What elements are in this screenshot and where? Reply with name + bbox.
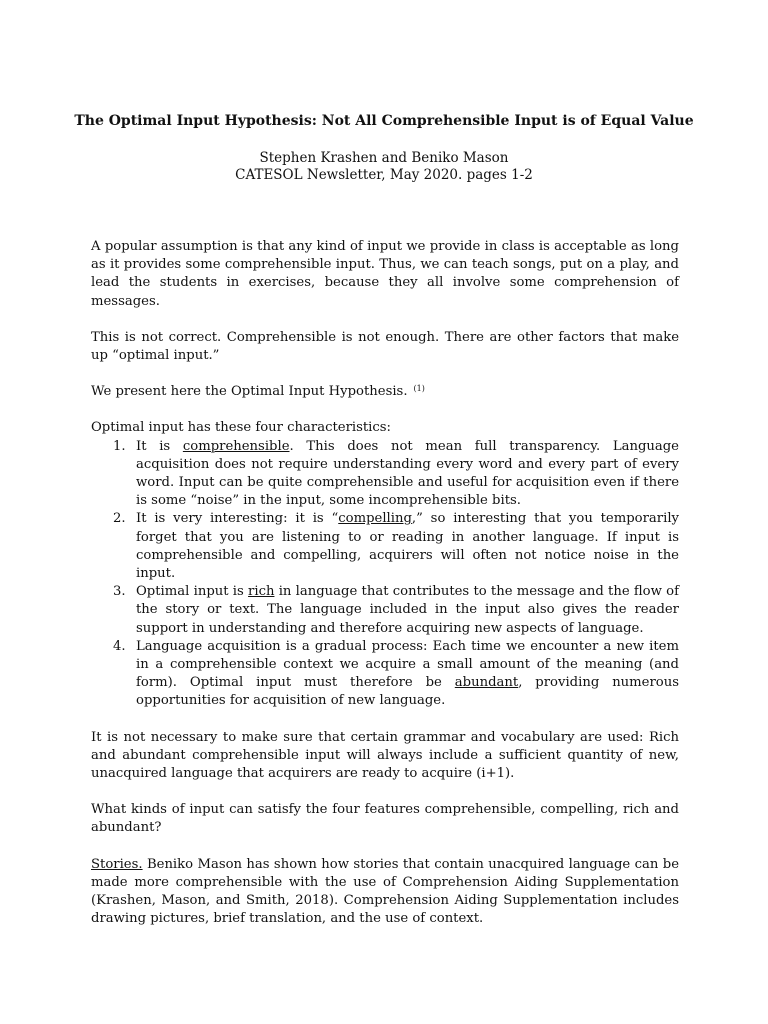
- document-authors: Stephen Krashen and Beniko Mason: [259, 150, 509, 166]
- list-text: It is very interesting: it is “: [136, 511, 339, 527]
- document-body: [91, 238, 679, 947]
- key-term-comprehensible: comprehensible: [182, 438, 290, 454]
- characteristics-list: [91, 438, 679, 711]
- paragraph-question: What kinds of input can satisfy the four features comprehensible, compelling, rich and abundant?: [91, 802, 679, 836]
- footnote-marker: (1): [413, 384, 425, 394]
- list-item: [91, 438, 679, 511]
- hypothesis-text: We present here the Optimal Input Hypothesis.: [91, 384, 408, 400]
- paragraph-stories: [91, 856, 679, 929]
- list-item: [91, 638, 679, 711]
- list-number: 1.: [113, 438, 126, 454]
- list-item: [91, 583, 679, 638]
- paragraph-grammar: It is not necessary to make sure that certain grammar and vocabulary are used: Rich and abundant comprehensible input will always include a sufficient quantity of new, unacquired language that acquirers are ready to acquire (i+1).: [91, 729, 679, 782]
- document-source: CATESOL Newsletter, May 2020. pages 1-2: [235, 167, 533, 183]
- document-title: The Optimal Input Hypothesis: Not All Comprehensible Input is of Equal Value: [74, 113, 694, 129]
- list-number: 2.: [113, 511, 126, 527]
- list-number: 4.: [113, 638, 126, 654]
- key-term-rich: rich: [248, 584, 275, 600]
- list-text: , providing numerous opportunities for acquisition of new language.: [136, 675, 679, 709]
- list-intro: Optimal input has these four characteristics:: [91, 420, 391, 436]
- paragraph-intro: A popular assumption is that any kind of input we provide in class is acceptable as long as it provides some comprehensible input. Thus, we can teach songs, put on a play, and lead the students in exercises, because they all involve some comprehension of messages.: [91, 239, 679, 309]
- list-text: ,” so interesting that you temporarily forget that you are listening to or reading in another language. If input is comprehensible and compelling, acquirers will often not notice noise in the input.: [136, 511, 679, 582]
- list-text: It is: [136, 438, 183, 454]
- list-number: 3.: [113, 584, 126, 600]
- list-text: Language acquisition is a gradual process: Each time we encounter a new item in a comprehensible context we acquire a small amount of the meaning (and form). Optimal input must therefore be: [136, 638, 679, 691]
- list-text: in language that contributes to the message and the flow of the story or text. The language included in the input also gives the reader support in understanding and therefore acquiring new aspects of language.: [136, 584, 679, 636]
- list-text: Optimal input is: [136, 584, 249, 600]
- paragraph-hypothesis: [91, 383, 679, 401]
- list-text: . This does not mean full transparency. Language acquisition does not require understanding every word and every part of every word. Input can be quite comprehensible and useful for acquisition even if there is some “noise” in the input, some incomprehensible bits.: [136, 438, 679, 509]
- key-term-compelling: compelling: [338, 511, 412, 527]
- stories-heading: Stories.: [91, 856, 143, 872]
- key-term-abundant: abundant: [454, 675, 519, 691]
- list-item: [91, 510, 679, 583]
- stories-text: Beniko Mason has shown how stories that contain unacquired language can be made more comprehensible with the use of Comprehension Aiding Supplementation (Krashen, Mason, and Smith, 2018). Comprehension Aiding Supplementation includes drawing pictures, brief translation, and the use of context.: [91, 856, 679, 927]
- paragraph-not-correct: This is not correct. Comprehensible is not enough. There are other factors that make up “optimal input.”: [91, 329, 679, 364]
